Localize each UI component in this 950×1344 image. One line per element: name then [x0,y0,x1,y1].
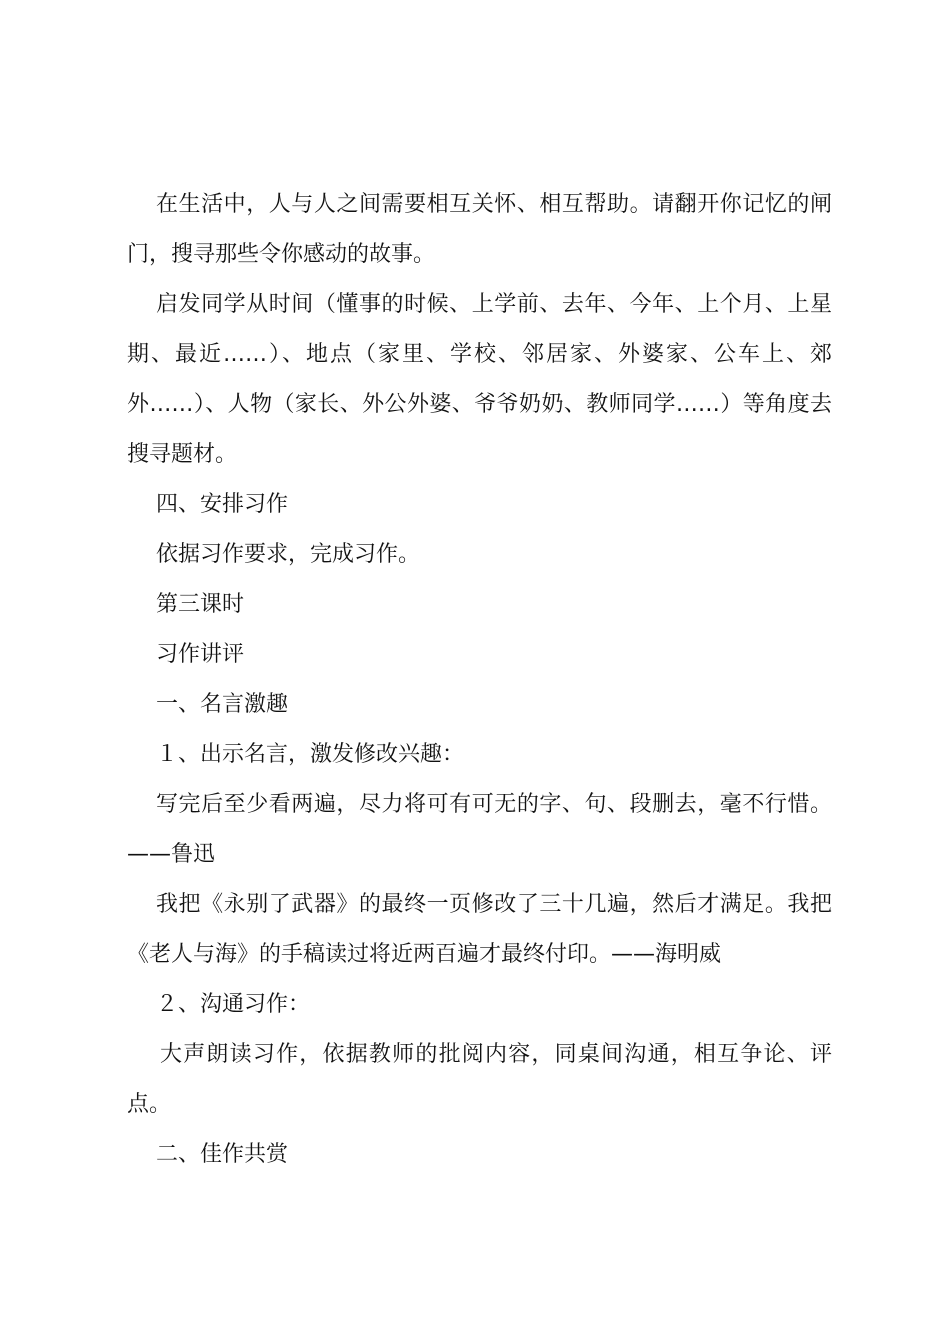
heading-arrange-writing: 四、安排习作 [156,492,289,517]
heading-appreciation: 二、佳作共赏 [156,1142,289,1167]
heading-writing-review: 习作讲评 [156,642,245,667]
quote-luxun: 写完后至少看两遍，尽力将可有可无的字、句、段删去，毫不行惜。——鲁迅 [127,792,832,867]
paragraph-prompt: 启发同学从时间（懂事的时候、上学前、去年、今年、上个月、上星期、最近……）、地点（家里、学校、邻居家、外婆家、公车上、郊外……）、人物（家长、外公外婆、爷爷奶奶、教师同学……）等角度去搜寻题材。 [127,292,832,467]
paragraph-read-aloud: 大声朗读习作，依据教师的批阅内容，同桌间沟通，相互争论、评点。 [127,1042,832,1117]
heading-third-lesson: 第三课时 [156,592,245,617]
list-item-communicate: ２、沟通习作： [156,992,311,1017]
document-body [127,180,832,1180]
quote-hemingway: 我把《永别了武器》的最终一页修改了三十几遍，然后才满足。我把《老人与海》的手稿读过将近两百遍才最终付印。——海明威 [127,892,832,967]
list-item-show-quotes: １、出示名言，激发修改兴趣： [156,742,465,767]
heading-quotes: 一、名言激趣 [156,692,289,717]
paragraph-intro: 在生活中，人与人之间需要相互关怀、相互帮助。请翻开你记忆的闸门，搜寻那些令你感动的故事。 [127,192,832,267]
paragraph-complete-writing: 依据习作要求，完成习作。 [156,542,421,567]
